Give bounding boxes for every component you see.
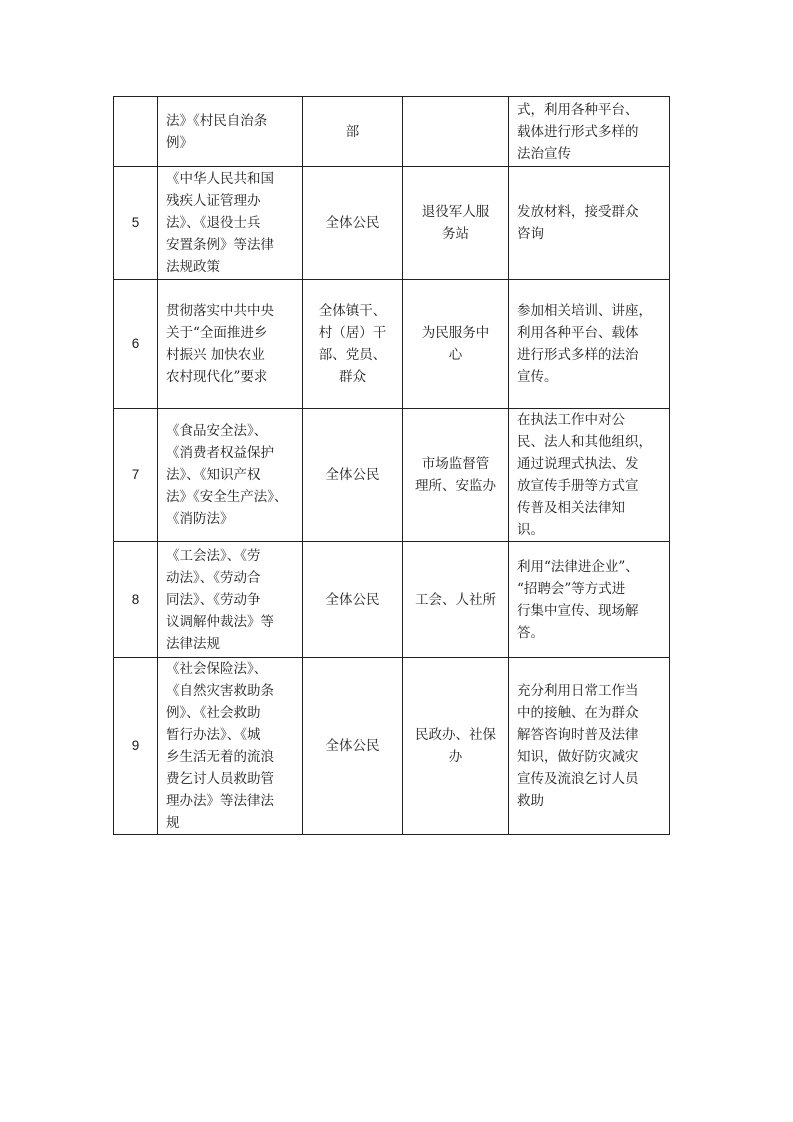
table-row (114, 409, 670, 542)
row-number-cell (114, 97, 158, 167)
table-row (114, 658, 670, 835)
responsible-unit-cell: 为民服务中 心 (403, 280, 509, 409)
table-row (114, 167, 670, 280)
law-content-cell: 《中华人民共和国 残疾人证管理办 法》、《退役士兵 安置条例》等法律 法规政策 (158, 167, 303, 280)
law-publicity-table (113, 96, 670, 835)
row-number-cell: 7 (114, 409, 158, 542)
method-cell: 式，利用各种平台、 载体进行形式多样的 法治宣传 (509, 97, 670, 167)
law-content-cell: 《社会保险法》、 《自然灾害救助条 例》、《社会救助 暂行办法》、《城 乡生活无着的流浪 费乞讨人员救助管 理办法》等法律法 规 (158, 658, 303, 835)
target-audience-cell: 全体公民 (303, 409, 403, 542)
method-cell: 参加相关培训、讲座， 利用各种平台、载体 进行形式多样的法治 宣传。 (509, 280, 670, 409)
method-cell: 发放材料，接受群众 咨询 (509, 167, 670, 280)
law-content-cell: 贯彻落实中共中央 关于“全面推进乡 村振兴 加快农业 农村现代化”要求 (158, 280, 303, 409)
table-row (114, 542, 670, 658)
responsible-unit-cell: 退役军人服 务站 (403, 167, 509, 280)
target-audience-cell: 全体公民 (303, 658, 403, 835)
law-content-cell: 法》《村民自治条 例》 (158, 97, 303, 167)
row-number-cell: 5 (114, 167, 158, 280)
method-cell: 在执法工作中对公 民、法人和其他组织， 通过说理式执法、发 放宣传手册等方式宣 传普及相关法律知 识。 (509, 409, 670, 542)
row-number-cell: 8 (114, 542, 158, 658)
target-audience-cell: 全体公民 (303, 542, 403, 658)
table-row (114, 280, 670, 409)
row-number-cell: 6 (114, 280, 158, 409)
responsible-unit-cell (403, 97, 509, 167)
responsible-unit-cell: 市场监督管 理所、安监办 (403, 409, 509, 542)
target-audience-cell: 全体镇干、 村（居）干 部、党员、 群众 (303, 280, 403, 409)
row-number-cell: 9 (114, 658, 158, 835)
table-row (114, 97, 670, 167)
responsible-unit-cell: 民政办、社保 办 (403, 658, 509, 835)
responsible-unit-cell: 工会、人社所 (403, 542, 509, 658)
method-cell: 利用“法律进企业”、 “招聘会”等方式进 行集中宣传、现场解 答。 (509, 542, 670, 658)
law-content-cell: 《工会法》、《劳 动法》、《劳动合 同法》、《劳动争 议调解仲裁法》等 法律法规 (158, 542, 303, 658)
target-audience-cell: 全体公民 (303, 167, 403, 280)
law-content-cell: 《食品安全法》、 《消费者权益保护 法》、《知识产权 法》《安全生产法》、 《消防法》 (158, 409, 303, 542)
method-cell: 充分利用日常工作当 中的接触、在为群众 解答咨询时普及法律 知识，做好防灾减灾 宣传及流浪乞讨人员 救助 (509, 658, 670, 835)
target-audience-cell: 部 (303, 97, 403, 167)
